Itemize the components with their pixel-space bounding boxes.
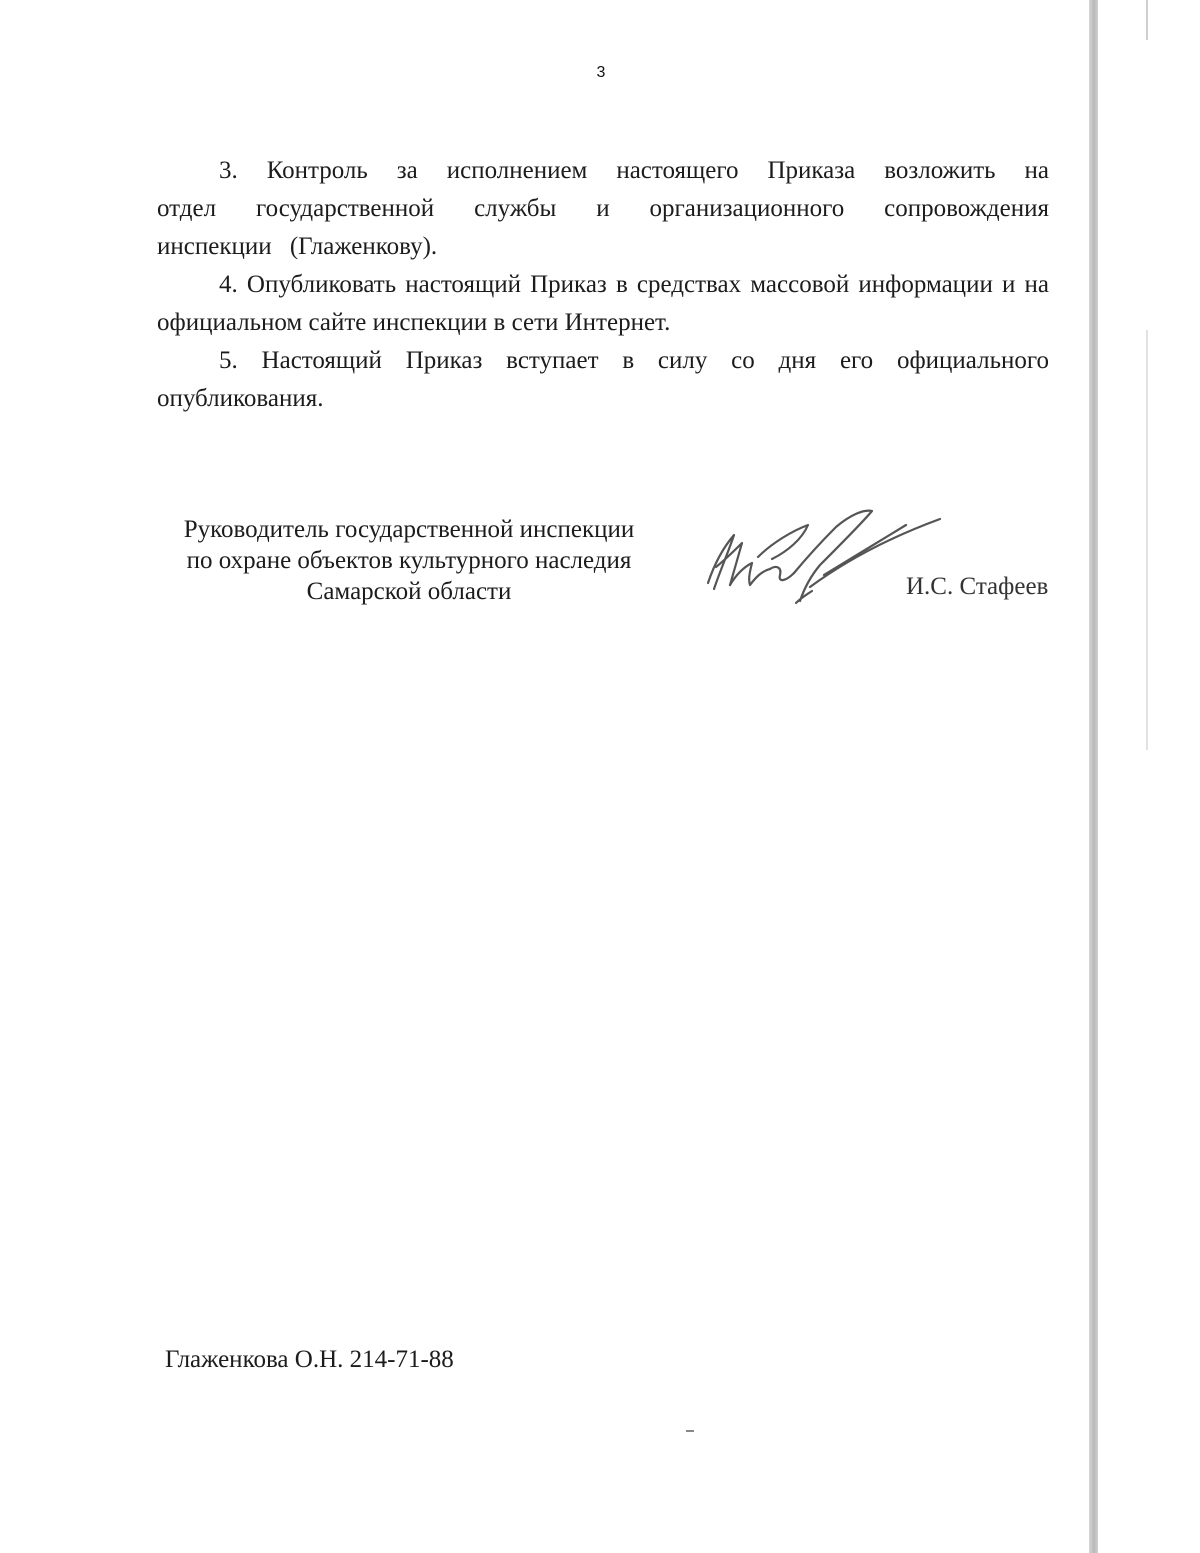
page-number: 3 <box>596 64 606 81</box>
signer-name: И.С. Стафеев <box>906 573 1049 600</box>
position-line: Руководитель государственной инспекции <box>183 516 635 543</box>
contact-line: Глаженкова О.Н. 214-71-88 <box>165 1346 454 1373</box>
paragraph-4: 4. Опубликовать настоящий Приказ в средствах массовой информации и на официальном сайте инспекции в сети Интернет. <box>157 271 1049 336</box>
position-line: Самарской области <box>306 578 512 605</box>
scan-edge-tick <box>1146 0 1148 40</box>
paragraph-3: 3. Контроль за исполнением настоящего Приказа возложить на отдел государственной службы и организационного сопровождения инспекции (Глаженкову). <box>157 157 1049 260</box>
position-line: по охране объектов культурного наследия <box>186 547 632 574</box>
scan-edge-tick <box>1146 330 1148 750</box>
paragraph-5: 5. Настоящий Приказ вступает в силу со дня его официального опубликования. <box>157 347 1049 412</box>
signatory-position <box>160 514 658 607</box>
document-body <box>157 152 1049 418</box>
scan-dash-mark <box>686 1430 694 1432</box>
scan-edge-shadow <box>1089 0 1098 1553</box>
